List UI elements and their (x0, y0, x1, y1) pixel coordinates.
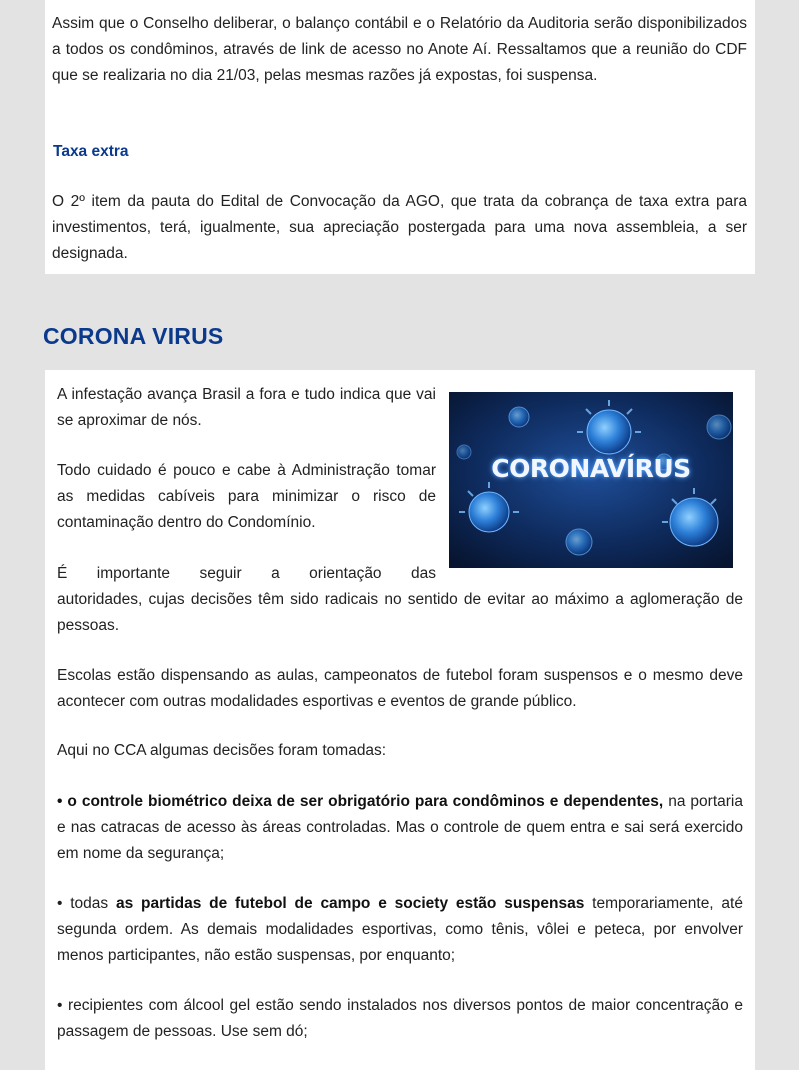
corona-paragraph-5: Aqui no CCA algumas decisões foram tomadas: (57, 742, 387, 759)
bullet-football-prefix: • todas (57, 895, 116, 912)
corona-section-title: CORONA VIRUS (43, 323, 224, 349)
bullet-biometric-bold: • o controle biométrico deixa de ser obrigatório para condôminos e dependentes, (57, 793, 664, 810)
taxa-extra-paragraph: O 2º item da pauta do Edital de Convocação da AGO, que trata da cobrança de taxa extra para investimentos, terá, igualmente, sua apreciação postergada para uma nova assembleia, a ser designada. (52, 193, 747, 262)
corona-paragraph-3-line-1: É importante seguir a orientação das (57, 565, 436, 582)
bullet-biometric (57, 789, 743, 867)
bullet-biometric-text: na portaria e nas catracas de acesso às áreas controladas. Mas o controle de quem entra e sai será exercido em nome da segurança; (57, 793, 743, 862)
corona-paragraph-1: A infestação avança Brasil a fora e tudo indica que vai se aproximar de nós. (57, 386, 436, 429)
bullet-football-bold: as partidas de futebol de campo e society estão suspensas (115, 895, 585, 912)
taxa-extra-heading: Taxa extra (53, 143, 129, 160)
bullet-alcohol-gel: • recipientes com álcool gel estão sendo instalados nos diversos pontos de maior concentração e passagem de pessoas. Use sem dó; (57, 997, 743, 1040)
corona-paragraph-4: Escolas estão dispensando as aulas, campeonatos de futebol foram suspensos e o mesmo deve acontecer com outras modalidades esportivas e eventos de grande público. (57, 667, 743, 710)
corona-paragraph-3: autoridades, cujas decisões têm sido radicais no sentido de evitar ao máximo a aglomeração de pessoas. (57, 591, 743, 634)
coronavirus-image-text: CORONAVÍRUS (491, 454, 691, 483)
auditoria-paragraph: Assim que o Conselho deliberar, o balanço contábil e o Relatório da Auditoria serão disponibilizados a todos os condôminos, através de link de acesso no Anote Aí. Ressaltamos que a reunião do CDF que se realizaria no dia 21/03, pelas mesmas razões já expostas, foi suspensa. (52, 15, 747, 84)
bullet-football (57, 891, 743, 969)
corona-paragraph-2: Todo cuidado é pouco e cabe à Administração tomar as medidas cabíveis para minimizar o risco de contaminação dentro do Condomínio. (57, 462, 436, 531)
bullet-football-text: temporariamente, até segunda ordem. As demais modalidades esportivas, como tênis, vôlei e peteca, por envolver menos participantes, não estão suspensas, por enquanto; (57, 895, 743, 964)
coronavirus-image (449, 392, 733, 568)
